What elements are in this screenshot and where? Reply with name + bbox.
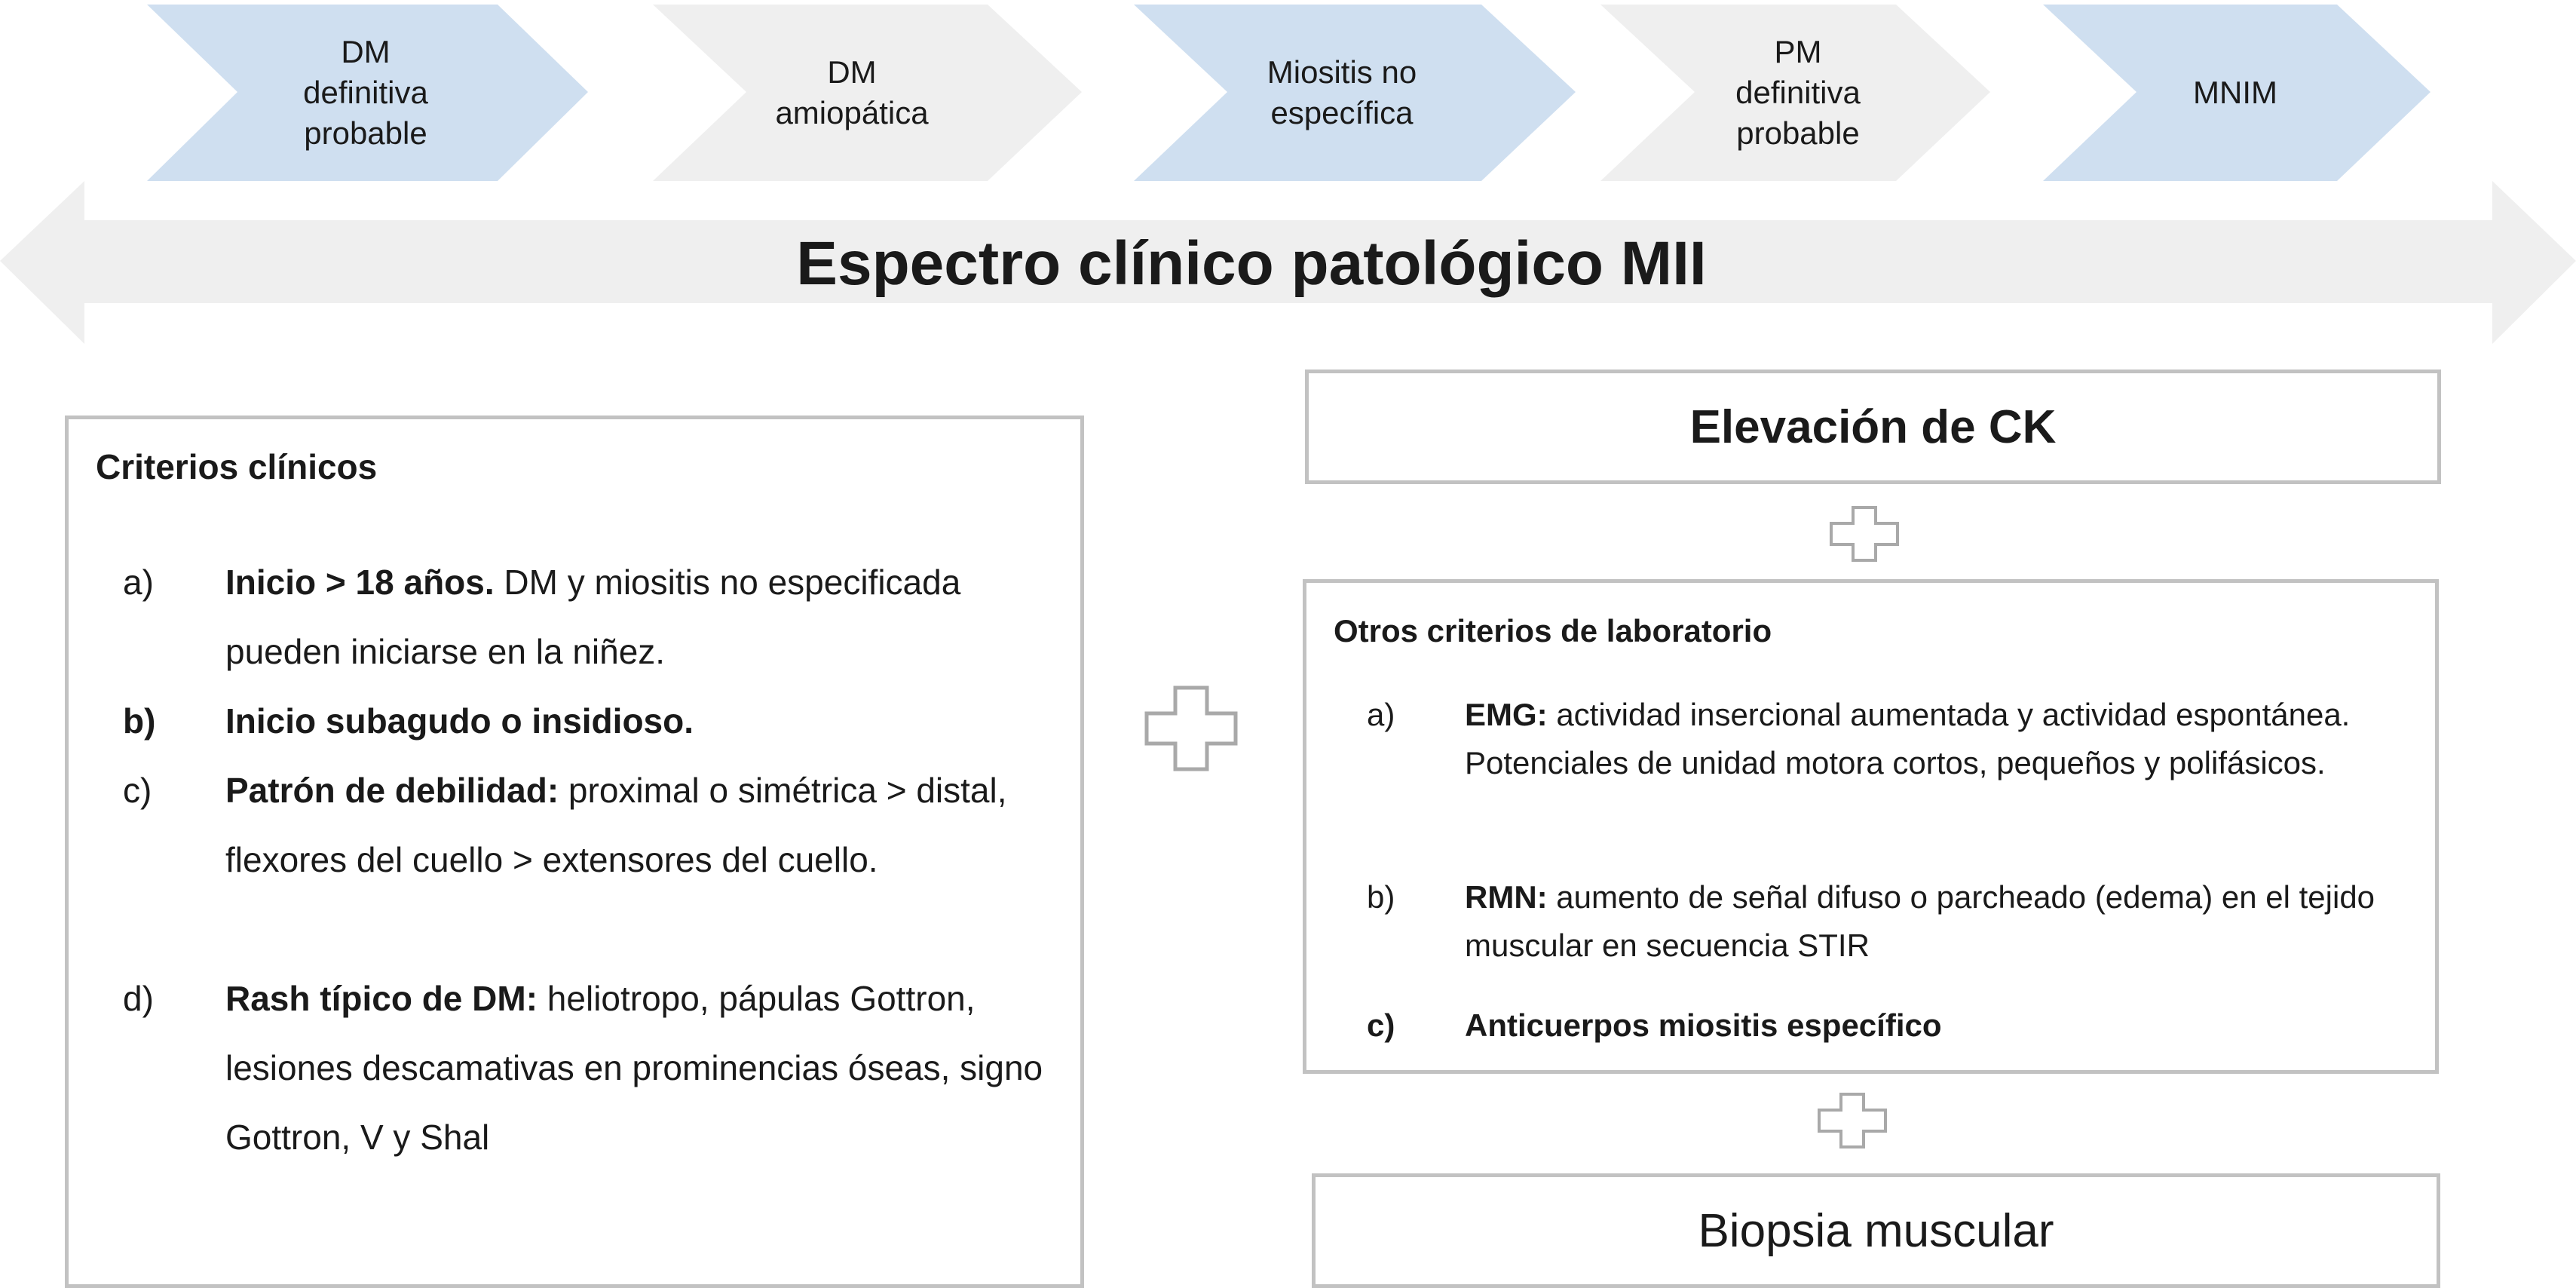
criterion-letter: c) bbox=[123, 771, 152, 810]
spectrum-title: Espectro clínico patológico MII bbox=[796, 229, 1707, 298]
criterion-letter: b) bbox=[1367, 879, 1395, 915]
chevron-label-2: DM amiopática bbox=[775, 54, 929, 130]
criterion-text: actividad insercional aumentada y actividad espontánea. Potenciales de unidad motora cortos, pequeños y polifásicos. bbox=[1465, 697, 2351, 780]
criterion-text: DM y miositis no especificada pueden iniciarse en la niñez. bbox=[225, 563, 961, 671]
criterion-bold: RMN: bbox=[1465, 879, 1548, 915]
criterion-text: proximal o simétrica > distal, flexores del cuello > extensores del cuello. bbox=[225, 771, 1007, 879]
chevron-label-3: Miositis no específica bbox=[1267, 54, 1417, 130]
criterion-letter: a) bbox=[123, 563, 154, 602]
criterion-bold: Anticuerpos miositis específico bbox=[1465, 1007, 1942, 1043]
ck-elevation-title: Elevación de CK bbox=[1689, 400, 2057, 453]
clinical-criteria-title: Criterios clínicos bbox=[96, 447, 378, 486]
plus-outline-icon bbox=[1817, 1092, 1888, 1149]
criterion-letter: c) bbox=[1367, 1007, 1395, 1043]
criterion-bold: EMG: bbox=[1465, 697, 1548, 732]
criterion-text: heliotropo, pápulas Gottron, lesiones descamativas en prominencias óseas, signo Gottron, V y Shal bbox=[225, 979, 1043, 1157]
lab-criteria-box bbox=[1303, 579, 2439, 1074]
plus-outline-icon bbox=[1829, 505, 1900, 563]
criterion-bold: Inicio > 18 años. bbox=[225, 563, 495, 602]
criterion-letter: b) bbox=[123, 701, 156, 741]
lab-criteria-title: Otros criterios de laboratorio bbox=[1334, 613, 1772, 649]
muscle-biopsy-title: Biopsia muscular bbox=[1698, 1204, 2054, 1257]
chevron-row bbox=[0, 0, 2576, 189]
ck-elevation-box bbox=[1305, 370, 2441, 484]
criterion-text: aumento de señal difuso o parcheado (edema) en el tejido muscular en secuencia STIR bbox=[1465, 879, 2375, 963]
chevron-label-5: MNIM bbox=[2193, 75, 2277, 110]
criterion-letter: a) bbox=[1367, 697, 1395, 732]
clinical-criteria-box bbox=[65, 416, 1084, 1288]
chevron-label-4: PM definitiva probable bbox=[1735, 34, 1861, 151]
plus-outline-icon bbox=[1144, 685, 1239, 772]
muscle-biopsy-box bbox=[1312, 1173, 2440, 1288]
chevron-label-1: DM definitiva probable bbox=[303, 34, 428, 151]
criterion-bold: Inicio subagudo o insidioso. bbox=[225, 701, 694, 741]
criterion-bold: Rash típico de DM: bbox=[225, 979, 538, 1018]
criterion-bold: Patrón de debilidad: bbox=[225, 771, 559, 810]
criterion-letter: d) bbox=[123, 979, 154, 1018]
